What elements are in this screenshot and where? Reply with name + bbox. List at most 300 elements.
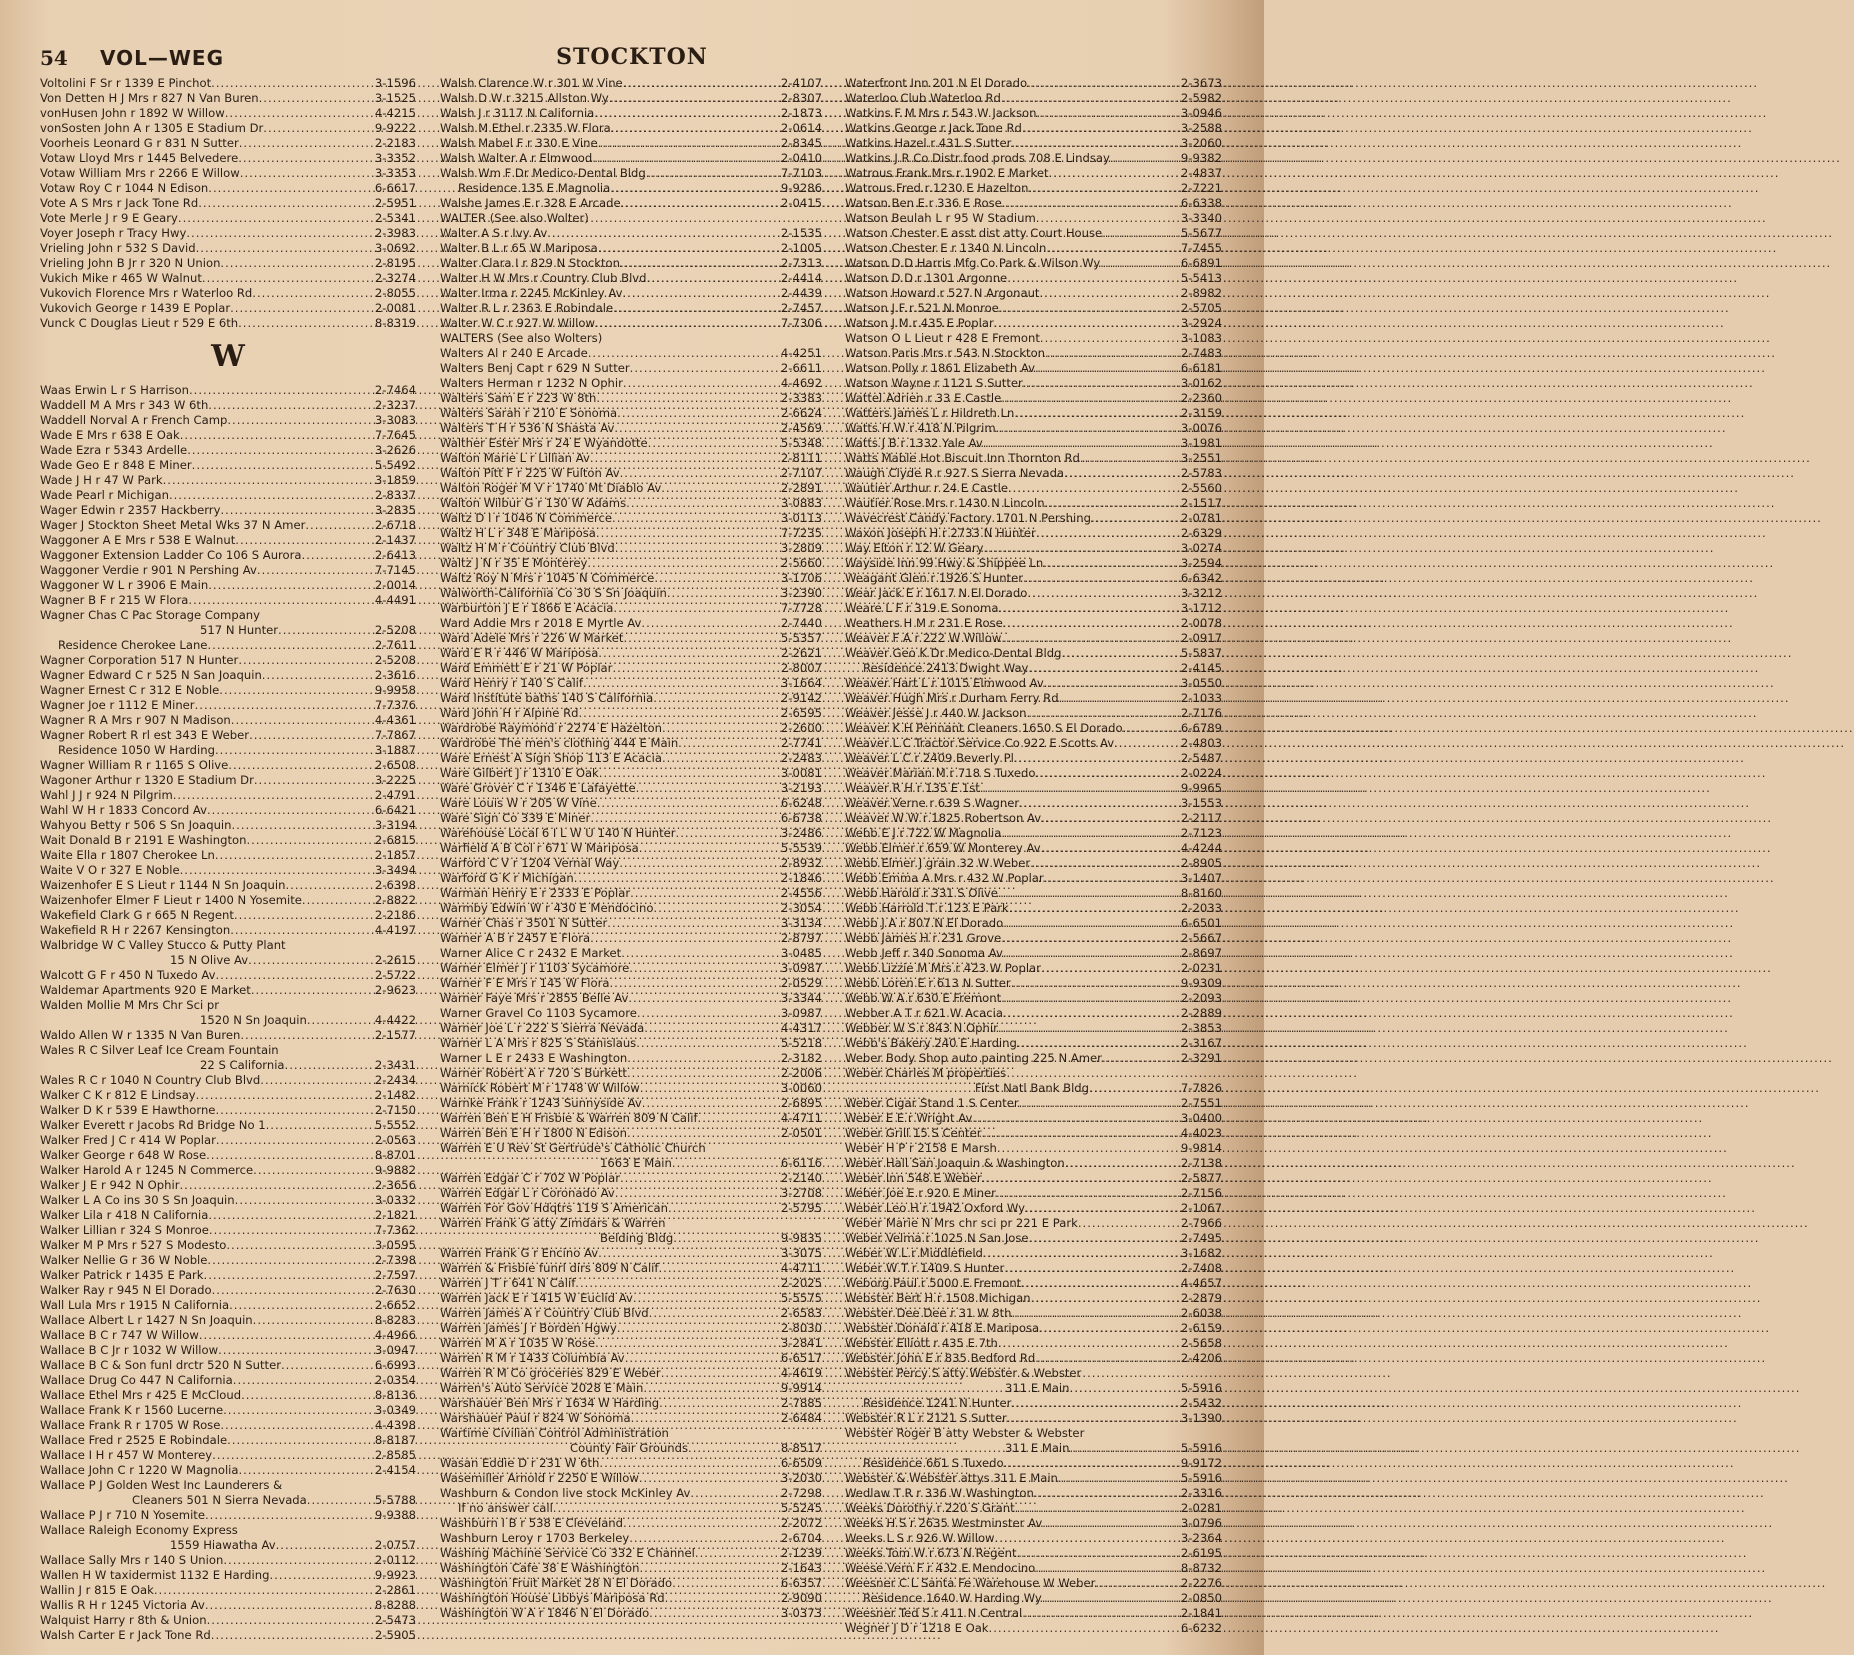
phone-number: 2-2861	[374, 1583, 416, 1597]
dot-leader	[278, 623, 374, 638]
dot-leader	[1035, 1561, 1180, 1576]
listing-name: Weaver Jesse J r 440 W Jackson	[845, 706, 1027, 720]
listing-entry	[845, 316, 1222, 331]
listing-entry	[440, 646, 822, 661]
listing-entry	[845, 616, 1222, 631]
listing-name: 311 E Main	[1005, 1441, 1070, 1455]
listing-name: Ward Addie Mrs r 2018 E Myrtle Av	[440, 616, 642, 630]
listing-entry	[440, 721, 822, 736]
dot-leader	[688, 1441, 780, 1456]
dot-leader	[1003, 946, 1180, 961]
phone-number: 2-2483	[780, 751, 822, 765]
listing-entry	[40, 1373, 416, 1388]
dot-leader	[598, 136, 780, 151]
phone-number: 2-0757	[374, 1538, 416, 1552]
phone-number: 2-4837	[1180, 166, 1222, 180]
listing-name: Webster R L r 2121 S Sutter	[845, 1411, 1007, 1425]
phone-number: 2-2600	[780, 721, 822, 735]
dot-leader	[211, 76, 374, 91]
listing-entry	[40, 653, 416, 668]
listing-name: Wagner Joe r 1112 E Miner	[40, 698, 195, 712]
listing-entry	[440, 166, 822, 181]
listing-entry	[40, 1403, 416, 1418]
listing-entry	[440, 631, 822, 646]
listing-entry	[40, 1583, 416, 1598]
phone-number: 2-7221	[1180, 181, 1222, 195]
listing-name: Warren R M Co groceries 829 E Weber	[440, 1366, 661, 1380]
dot-leader	[676, 826, 780, 841]
listing-name: Warren Edgar L r Coronado Av	[440, 1186, 615, 1200]
listing-entry	[845, 1456, 1222, 1471]
listing-name: Wahl J J r 924 N Pilgrim	[40, 788, 173, 802]
dot-leader	[980, 781, 1180, 796]
listing-name: 517 N Hunter	[200, 623, 279, 637]
phone-number: 2-2186	[374, 908, 416, 922]
phone-number: 2-5487	[1180, 751, 1222, 765]
listing-entry	[440, 436, 822, 451]
listing-entry	[40, 743, 416, 758]
listing-entry	[40, 1433, 416, 1448]
listing-entry	[440, 1171, 822, 1186]
phone-number: 2-5341	[374, 211, 416, 225]
listing-name: Walton Wilbur G r 130 W Adams	[440, 496, 627, 510]
phone-number: 9-9388	[374, 1508, 416, 1522]
listing-entry	[845, 511, 1222, 526]
listing-name: Watkins Hazel r 431 S Sutter	[845, 136, 1012, 150]
listing-entry	[845, 631, 1222, 646]
dot-leader	[1007, 271, 1180, 286]
dot-leader	[1042, 1591, 1180, 1606]
listing-name: Weathers H M r 231 E Rose	[845, 616, 1003, 630]
listing-name: Wade J H r 47 W Park	[40, 473, 163, 487]
phone-number: 2-4107	[780, 76, 822, 90]
phone-number: 2-6329	[1180, 526, 1222, 540]
listing-name: Waterloo Club Waterloo Rd	[845, 91, 1001, 105]
listing-entry	[845, 1096, 1222, 1111]
phone-number: 2-6159	[1180, 1321, 1222, 1335]
dot-leader	[982, 1171, 1180, 1186]
listing-entry	[40, 1283, 416, 1298]
phone-number: 2-0563	[374, 1133, 416, 1147]
listing-entry	[845, 1291, 1222, 1306]
listing-entry	[40, 578, 416, 593]
dot-leader	[186, 226, 374, 241]
column-2	[440, 76, 822, 1636]
dot-leader	[1017, 1036, 1180, 1051]
listing-entry	[845, 1321, 1222, 1336]
listing-entry	[845, 361, 1222, 376]
dot-leader	[640, 1561, 780, 1576]
phone-number: 6-6517	[780, 1351, 822, 1365]
dot-leader	[646, 166, 780, 181]
dot-leader	[1041, 841, 1180, 856]
listing-name: Ward Institute baths 140 S California	[440, 691, 654, 705]
listing-name: Warner Gravel Co 1103 Sycamore	[440, 1006, 637, 1020]
listing-name: Webb Elmer J grain 32 W Weber	[845, 856, 1031, 870]
phone-number: 5-5677	[1180, 226, 1222, 240]
dot-leader	[1027, 76, 1180, 91]
phone-number: 5-5552	[374, 1118, 416, 1132]
dot-leader	[307, 1493, 374, 1508]
dot-leader	[1028, 661, 1180, 676]
phone-number: 2-6895	[780, 1096, 822, 1110]
listing-name: Walter Clara I r 829 N Stockton	[440, 256, 620, 270]
listing-name: Votaw William Mrs r 2266 E Willow	[40, 166, 240, 180]
dot-leader	[623, 76, 780, 91]
listing-name: Warner A B r 2457 E Flora	[440, 931, 591, 945]
listing-entry	[845, 931, 1222, 946]
phone-number: 4-4361	[374, 713, 416, 727]
listing-entry	[845, 181, 1222, 196]
listing-name: Vunck C Douglas Lieut r 529 E 6th	[40, 316, 239, 330]
phone-number: 2-4569	[780, 421, 822, 435]
dot-leader	[154, 1583, 374, 1598]
listing-entry	[40, 503, 416, 518]
listing-entry	[40, 1628, 416, 1643]
phone-number: 2-8797	[780, 931, 822, 945]
listing-entry	[845, 376, 1222, 391]
phone-number: 3-1553	[1180, 796, 1222, 810]
phone-number: 3-2390	[780, 586, 822, 600]
listing-entry	[440, 841, 822, 856]
phone-number: 2-5560	[1180, 481, 1222, 495]
listing-entry	[40, 1358, 416, 1373]
listing-entry	[40, 953, 416, 968]
phone-number: 3-3083	[374, 413, 416, 427]
listing-name: Watson Paris Mrs r 543 N Stockton	[845, 346, 1046, 360]
listing-name: Walters Herman r 1232 N Ophir	[440, 376, 623, 390]
phone-number: 2-2140	[780, 1171, 822, 1185]
listing-entry	[845, 646, 1222, 661]
dot-leader	[1036, 106, 1179, 121]
listing-name: Wasan Eddie D r 231 W 6th	[440, 1456, 600, 1470]
phone-number: 3-0373	[780, 1606, 822, 1620]
listing-entry	[845, 1516, 1222, 1531]
dot-leader	[644, 1021, 780, 1036]
listing-name: Wayside Inn 99 Hwy & Shippee Ln	[845, 556, 1044, 570]
listing-name: Warren Ben E H r 1800 N Edison	[440, 1126, 627, 1140]
dot-leader	[1110, 151, 1180, 166]
dot-leader	[596, 526, 780, 541]
listing-name: Weber W T r 1409 S Hunter	[845, 1261, 1005, 1275]
phone-number: 2-6652	[374, 1298, 416, 1312]
dot-leader	[613, 301, 780, 316]
dot-leader	[1025, 1201, 1180, 1216]
dot-leader	[196, 1088, 374, 1103]
listing-name: Watson Chester E r 1340 N Lincoln	[845, 241, 1047, 255]
listing-name: Warren's Auto Service 2028 E Main	[440, 1381, 644, 1395]
phone-number: 3-2708	[780, 1186, 822, 1200]
dot-leader	[1027, 586, 1180, 601]
name-range: VOL—WEG	[100, 46, 225, 70]
listing-entry	[845, 961, 1222, 976]
dot-leader	[1036, 211, 1180, 226]
phone-number: 2-0501	[780, 1126, 822, 1140]
listing-name: Weaver Geo K Dr Medico-Dental Bldg	[845, 646, 1062, 660]
listing-entry	[845, 1231, 1222, 1246]
listing-name: Watson O L Lieut r 428 E Fremont	[845, 331, 1040, 345]
dot-leader	[1039, 286, 1179, 301]
phone-number: 2-6583	[780, 1306, 822, 1320]
listing-entry	[440, 1381, 822, 1396]
listing-entry	[845, 1246, 1222, 1261]
listing-entry	[845, 1126, 1222, 1141]
phone-number: 5-5837	[1180, 646, 1222, 660]
listing-entry	[40, 1568, 416, 1583]
dot-leader	[263, 121, 374, 136]
phone-number: 2-5208	[374, 653, 416, 667]
dot-leader	[590, 451, 780, 466]
listing-entry	[845, 526, 1222, 541]
listing-name: Webb E J r 722 W Magnolia	[845, 826, 1002, 840]
listing-name: Webber W S r 843 N Ophir	[845, 1021, 998, 1035]
phone-number: 6-6181	[1180, 361, 1222, 375]
listing-name: Wait Donald B r 2191 E Washington	[40, 833, 247, 847]
dot-leader	[252, 286, 374, 301]
phone-number: 9-9882	[374, 1163, 416, 1177]
listing-name: Weeks L S r 926 W Willow	[845, 1531, 995, 1545]
phone-number: 6-6232	[1180, 1621, 1222, 1635]
dot-leader	[1058, 1471, 1180, 1486]
phone-number: 2-8007	[780, 661, 822, 675]
listing-name: Warner Joe L r 222 S Sierra Nevada	[440, 1021, 645, 1035]
listing-name: Waxon Joseph H r 2733 N Hunter	[845, 526, 1036, 540]
listing-name: 1520 N Sn Joaquin	[200, 1013, 307, 1027]
phone-number: 5-5916	[1180, 1471, 1222, 1485]
listing-name: Walters Al r 240 E Arcade	[440, 346, 588, 360]
phone-number: 5-5575	[780, 1291, 822, 1305]
listing-entry	[440, 196, 822, 211]
listing-entry	[440, 256, 822, 271]
phone-number: 2-3656	[374, 1178, 416, 1192]
phone-number: 2-8905	[1180, 856, 1222, 870]
dot-leader	[209, 1223, 374, 1238]
phone-number: 2-5208	[374, 623, 416, 637]
listing-name: Walker D K r 539 E Hawthorne	[40, 1103, 216, 1117]
listing-name: Watson D D r 1301 Argonne	[845, 271, 1008, 285]
phone-number: 2-5795	[780, 1201, 822, 1215]
listing-entry	[40, 893, 416, 908]
dot-leader	[579, 706, 780, 721]
listing-name: Waugh Clyde R r 927 S Sierra Nevada	[845, 466, 1065, 480]
dot-leader	[205, 1598, 374, 1613]
phone-number: 3-1083	[1180, 331, 1222, 345]
phone-number: 2-7313	[780, 256, 822, 270]
listing-name: Walsh Wm F Dr Medico-Dental Bldg	[440, 166, 646, 180]
listing-name: Waltz Roy N Mrs r 1045 N Commerce	[440, 571, 655, 585]
phone-number: 2-0014	[374, 578, 416, 592]
listing-name: Weare L F r 319 E Sonoma	[845, 601, 999, 615]
listing-entry	[845, 1411, 1222, 1426]
listing-entry	[40, 1313, 416, 1328]
phone-number: 2-7123	[1180, 826, 1222, 840]
listing-entry	[440, 391, 822, 406]
listing-entry	[40, 1598, 416, 1613]
listing-name: Wallace Sally Mrs r 140 S Union	[40, 1553, 224, 1567]
listing-entry	[845, 286, 1222, 301]
listing-name: Warmby Edwin W r 430 E Mendocino	[440, 901, 654, 915]
dot-leader	[574, 871, 780, 886]
listing-entry	[440, 1246, 822, 1261]
listing-heading: Webster Roger B atty Webster & Webster	[845, 1426, 1085, 1440]
phone-number: 2-5705	[1180, 301, 1222, 315]
phone-number: 3-2225	[374, 773, 416, 787]
dot-leader	[1001, 631, 1180, 646]
listing-name: Wallin J r 815 E Oak	[40, 1583, 154, 1597]
dot-leader	[640, 1081, 780, 1096]
phone-number: 4-4966	[374, 1328, 416, 1342]
listing-entry	[40, 428, 416, 443]
listing-name: Belding Bldg	[600, 1231, 674, 1245]
listing-name: Warburton J E r 1866 E Acacia	[440, 601, 614, 615]
phone-number: 4-4251	[780, 346, 822, 360]
listing-name: Ware Gilbert J r 1310 E Oak	[440, 766, 599, 780]
dot-leader	[658, 1261, 779, 1276]
listing-name: Weesner C L Santa Fe Warehouse W Weber	[845, 1576, 1096, 1590]
phone-number: 7-7455	[1180, 241, 1222, 255]
listing-entry	[845, 1561, 1222, 1576]
listing-name: Wagner Robert R rl est 343 E Weber	[40, 728, 250, 742]
dot-leader	[230, 301, 374, 316]
phone-number: 6-6789	[1180, 721, 1222, 735]
phone-number: 2-5432	[1180, 1396, 1222, 1410]
phone-number: 2-6815	[374, 833, 416, 847]
listing-name: Webb James H r 231 Grove	[845, 931, 1002, 945]
dot-leader	[1078, 1216, 1180, 1231]
listing-entry	[40, 533, 416, 548]
listing-entry	[40, 473, 416, 488]
dot-leader	[621, 946, 780, 961]
listing-entry	[845, 1396, 1222, 1411]
listing-entry	[440, 796, 822, 811]
phone-number: 3-0550	[1180, 676, 1222, 690]
dot-leader	[1041, 961, 1180, 976]
listing-name: Walters Sarah r 210 E Sonoma	[440, 406, 618, 420]
phone-number: 6-6738	[780, 811, 822, 825]
listing-name: Waite V O r 327 E Noble	[40, 863, 180, 877]
phone-number: 2-0354	[374, 1373, 416, 1387]
listing-name: Residence 2413 Dwight Way	[863, 661, 1029, 675]
dot-leader	[206, 1148, 374, 1163]
dot-leader	[662, 751, 780, 766]
listing-entry	[440, 1546, 822, 1561]
listing-heading: WALTERS (See also Wolters)	[440, 331, 603, 345]
dot-leader	[223, 1403, 374, 1418]
dot-leader	[629, 1531, 780, 1546]
phone-number: 2-3182	[780, 1051, 822, 1065]
listing-name: Watters James L r Hildreth Ln	[845, 406, 1015, 420]
listing-entry	[440, 1066, 822, 1081]
listing-entry	[440, 571, 822, 586]
dot-leader	[1011, 136, 1180, 151]
phone-number: 2-4439	[780, 286, 822, 300]
dot-leader	[180, 1178, 374, 1193]
listing-name: Wallace Frank K r 1560 Lucerne	[40, 1403, 224, 1417]
listing-entry	[845, 1381, 1222, 1396]
listing-name: Walker C K r 812 E Lindsay	[40, 1088, 196, 1102]
listing-name: Wagner Edward C r 525 N San Joaquin	[40, 668, 262, 682]
dot-leader	[239, 136, 374, 151]
dot-leader	[225, 106, 374, 121]
listing-entry	[845, 1036, 1222, 1051]
listing-name: Washing Machine Service Co 332 E Channel	[440, 1546, 695, 1560]
listing-entry	[40, 848, 416, 863]
phone-number: 6-6617	[374, 181, 416, 195]
listing-name: Webb W A r 630 E Fremont	[845, 991, 1002, 1005]
dot-leader	[622, 286, 779, 301]
listing-entry	[845, 1621, 1222, 1636]
listing-name: Voyer Joseph r Tracy Hwy	[40, 226, 187, 240]
listing-entry	[40, 1088, 416, 1103]
phone-number: 2-3291	[1180, 1051, 1222, 1065]
phone-number: 3-0987	[780, 961, 822, 975]
phone-number: 2-6611	[780, 361, 822, 375]
listing-entry	[845, 151, 1222, 166]
listing-entry	[40, 1538, 416, 1553]
listing-name: 1559 Hiawatha Av	[170, 1538, 276, 1552]
listing-name: Residence 1050 W Harding	[58, 743, 215, 757]
phone-number: 2-2879	[1180, 1291, 1222, 1305]
listing-name: 1663 E Main	[600, 1156, 672, 1170]
phone-number: 2-2006	[780, 1066, 822, 1080]
phone-number: 2-3853	[1180, 1021, 1222, 1035]
phone-number: 8-8160	[1180, 886, 1222, 900]
phone-number: 2-8932	[780, 856, 822, 870]
dot-leader	[199, 1328, 374, 1343]
listing-entry	[40, 713, 416, 728]
dot-leader	[1030, 856, 1180, 871]
dot-leader	[216, 1133, 374, 1148]
phone-number: 2-8345	[780, 136, 822, 150]
listing-name: Weeks H S r 2635 Westminster Av	[845, 1516, 1043, 1530]
phone-number: 2-2615	[374, 953, 416, 967]
phone-number: 2-5951	[374, 196, 416, 210]
listing-name: Walsh Mabel F r 330 E Vine	[440, 136, 598, 150]
listing-name: Waite Ella r 1807 Cherokee Ln	[40, 848, 215, 862]
phone-number: 2-7597	[374, 1268, 416, 1282]
listing-name: Walker Nellie G r 36 W Noble	[40, 1253, 208, 1267]
listing-name: Walker Everett r Jacobs Rd Bridge No 1	[40, 1118, 266, 1132]
listing-entry	[440, 511, 822, 526]
listing-entry	[40, 968, 416, 983]
listing-heading: Weber Charles M properties	[845, 1066, 1007, 1080]
phone-number: 2-7408	[1180, 1261, 1222, 1275]
phone-number: 8-8732	[1180, 1561, 1222, 1575]
phone-number: 3-3340	[1180, 211, 1222, 225]
listing-name: Watkins George r Jack Tone Rd	[845, 121, 1022, 135]
listing-name: Waggoner Verdie r 901 N Pershing Av	[40, 563, 257, 577]
dot-leader	[610, 181, 780, 196]
listing-entry	[440, 1006, 822, 1021]
phone-number: 2-1067	[1180, 1201, 1222, 1215]
phone-number: 5-5357	[780, 631, 822, 645]
phone-number: 2-0410	[780, 151, 822, 165]
phone-number: 6-6357	[780, 1576, 822, 1590]
listing-name: Weber H P r 2158 E Marsh	[845, 1141, 997, 1155]
dot-leader	[599, 766, 780, 781]
listing-entry	[845, 721, 1222, 736]
listing-entry	[845, 166, 1222, 181]
dot-leader	[220, 1418, 374, 1433]
listing-name: Webber A T r 621 W Acacia	[845, 1006, 1003, 1020]
dot-leader	[997, 1141, 1180, 1156]
phone-number: 8-8283	[374, 1313, 416, 1327]
phone-number: 3-1712	[1180, 601, 1222, 615]
phone-number: 8-8187	[374, 1433, 416, 1447]
phone-number: 2-2434	[374, 1073, 416, 1087]
listing-entry	[845, 1186, 1222, 1201]
listing-name: Webb J A r 807 N El Dorado	[845, 916, 1004, 930]
